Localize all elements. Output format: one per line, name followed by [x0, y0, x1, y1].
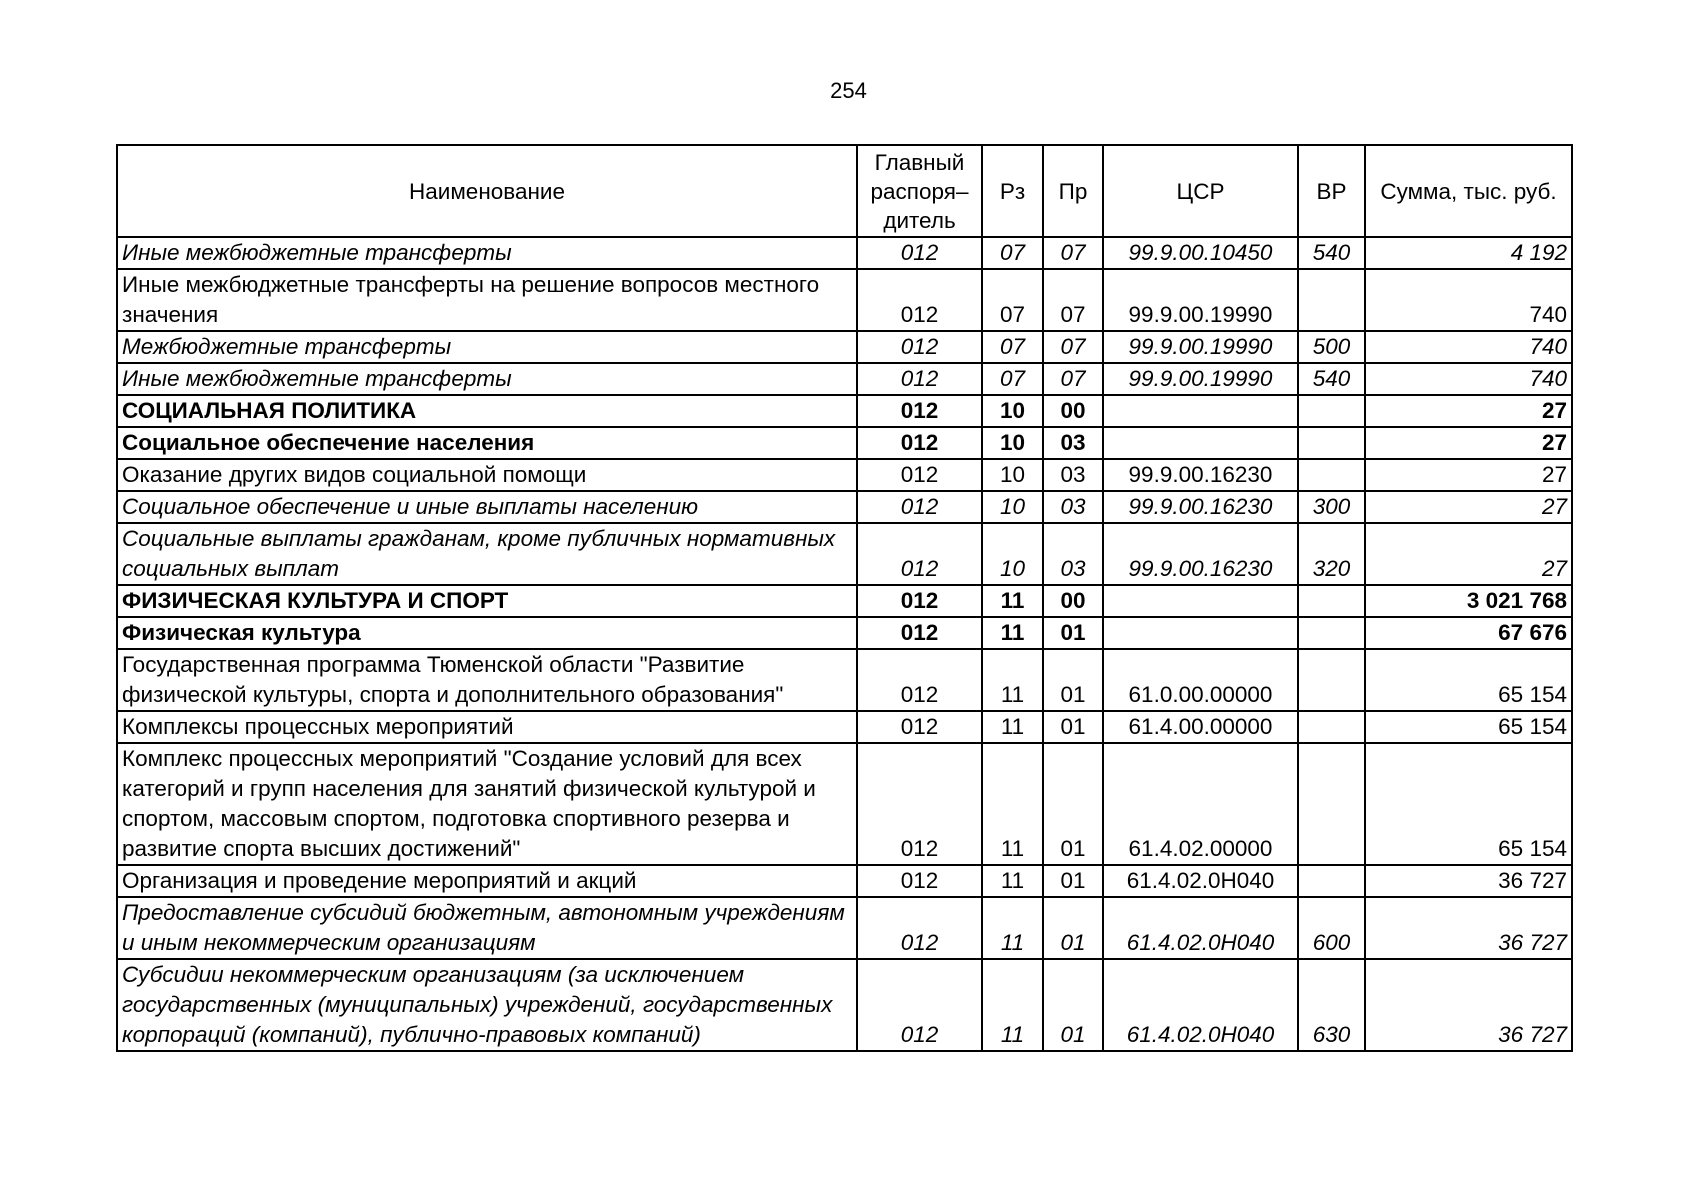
row-name: Иные межбюджетные трансферты [117, 363, 857, 395]
row-name: Организация и проведение мероприятий и акций [117, 865, 857, 897]
header-expense-type: ВР [1298, 145, 1365, 237]
row-target-article: 61.4.02.0Н040 [1103, 959, 1298, 1051]
header-main-administrator: Главный распоря– дитель [857, 145, 982, 237]
table-row [117, 395, 1572, 427]
row-subsection: 03 [1043, 491, 1103, 523]
row-section: 07 [982, 237, 1043, 269]
row-amount: 4 192 [1365, 237, 1572, 269]
row-amount: 27 [1365, 395, 1572, 427]
row-section: 10 [982, 491, 1043, 523]
row-expense-type [1298, 585, 1365, 617]
row-main-administrator: 012 [857, 459, 982, 491]
row-amount: 27 [1365, 427, 1572, 459]
row-expense-type: 320 [1298, 523, 1365, 585]
row-expense-type [1298, 459, 1365, 491]
row-subsection: 07 [1043, 237, 1103, 269]
row-expense-type: 500 [1298, 331, 1365, 363]
row-subsection: 00 [1043, 585, 1103, 617]
row-main-administrator: 012 [857, 711, 982, 743]
row-section: 11 [982, 585, 1043, 617]
row-subsection: 07 [1043, 363, 1103, 395]
row-name: Физическая культура [117, 617, 857, 649]
row-subsection: 03 [1043, 459, 1103, 491]
row-amount: 65 154 [1365, 649, 1572, 711]
row-subsection: 07 [1043, 331, 1103, 363]
row-subsection: 01 [1043, 959, 1103, 1051]
row-target-article: 99.9.00.19990 [1103, 363, 1298, 395]
row-expense-type: 300 [1298, 491, 1365, 523]
row-amount: 36 727 [1365, 865, 1572, 897]
row-name: Межбюджетные трансферты [117, 331, 857, 363]
row-amount: 740 [1365, 269, 1572, 331]
row-target-article: 99.9.00.10450 [1103, 237, 1298, 269]
row-name: Социальные выплаты гражданам, кроме публичных нормативных социальных выплат [117, 523, 857, 585]
row-amount: 27 [1365, 491, 1572, 523]
row-section: 07 [982, 269, 1043, 331]
row-subsection: 03 [1043, 427, 1103, 459]
table-row [117, 491, 1572, 523]
row-subsection: 03 [1043, 523, 1103, 585]
row-target-article [1103, 617, 1298, 649]
row-section: 11 [982, 743, 1043, 865]
row-subsection: 07 [1043, 269, 1103, 331]
row-target-article: 99.9.00.16230 [1103, 491, 1298, 523]
row-name: ФИЗИЧЕСКАЯ КУЛЬТУРА И СПОРТ [117, 585, 857, 617]
table-row [117, 649, 1572, 711]
row-expense-type [1298, 649, 1365, 711]
header-target-article: ЦСР [1103, 145, 1298, 237]
row-amount: 740 [1365, 363, 1572, 395]
row-subsection: 01 [1043, 649, 1103, 711]
row-expense-type [1298, 865, 1365, 897]
row-target-article: 99.9.00.19990 [1103, 331, 1298, 363]
row-name: Иные межбюджетные трансферты на решение вопросов местного значения [117, 269, 857, 331]
row-name: Социальное обеспечение и иные выплаты населению [117, 491, 857, 523]
row-target-article [1103, 427, 1298, 459]
table-body [117, 237, 1572, 1051]
row-section: 11 [982, 897, 1043, 959]
row-expense-type [1298, 427, 1365, 459]
row-target-article: 61.4.02.0Н040 [1103, 897, 1298, 959]
table-header [117, 145, 1572, 237]
row-section: 11 [982, 711, 1043, 743]
row-section: 11 [982, 649, 1043, 711]
row-amount: 65 154 [1365, 743, 1572, 865]
row-name: Социальное обеспечение населения [117, 427, 857, 459]
table-row [117, 427, 1572, 459]
row-target-article: 61.4.02.0Н040 [1103, 865, 1298, 897]
row-amount: 36 727 [1365, 897, 1572, 959]
table-row [117, 237, 1572, 269]
row-subsection: 01 [1043, 743, 1103, 865]
header-name: Наименование [117, 145, 857, 237]
row-name: Комплексы процессных мероприятий [117, 711, 857, 743]
row-main-administrator: 012 [857, 649, 982, 711]
budget-table [116, 144, 1573, 1052]
row-main-administrator: 012 [857, 897, 982, 959]
row-amount: 67 676 [1365, 617, 1572, 649]
table-row [117, 959, 1572, 1051]
row-expense-type [1298, 395, 1365, 427]
row-expense-type: 540 [1298, 363, 1365, 395]
row-name: Субсидии некоммерческим организациям (за исключением государственных (муниципальных) учреждений, государственных корпораций (компаний), публично-правовых компаний) [117, 959, 857, 1051]
row-main-administrator: 012 [857, 363, 982, 395]
table-row [117, 897, 1572, 959]
row-expense-type [1298, 269, 1365, 331]
row-name: Иные межбюджетные трансферты [117, 237, 857, 269]
row-main-administrator: 012 [857, 395, 982, 427]
row-section: 11 [982, 617, 1043, 649]
row-target-article: 61.4.00.00000 [1103, 711, 1298, 743]
row-target-article: 61.4.02.00000 [1103, 743, 1298, 865]
row-amount: 740 [1365, 331, 1572, 363]
row-subsection: 01 [1043, 711, 1103, 743]
row-target-article: 99.9.00.16230 [1103, 523, 1298, 585]
row-name: Государственная программа Тюменской области "Развитие физической культуры, спорта и дополнительного образования" [117, 649, 857, 711]
row-expense-type: 600 [1298, 897, 1365, 959]
row-main-administrator: 012 [857, 491, 982, 523]
row-main-administrator: 012 [857, 523, 982, 585]
row-subsection: 01 [1043, 617, 1103, 649]
table-row [117, 331, 1572, 363]
header-subsection: Пр [1043, 145, 1103, 237]
header-section: Рз [982, 145, 1043, 237]
row-section: 10 [982, 459, 1043, 491]
row-target-article [1103, 585, 1298, 617]
header-amount: Сумма, тыс. руб. [1365, 145, 1572, 237]
row-amount: 36 727 [1365, 959, 1572, 1051]
table-row [117, 523, 1572, 585]
row-section: 10 [982, 395, 1043, 427]
row-main-administrator: 012 [857, 865, 982, 897]
row-name: СОЦИАЛЬНАЯ ПОЛИТИКА [117, 395, 857, 427]
row-amount: 3 021 768 [1365, 585, 1572, 617]
table-row [117, 711, 1572, 743]
table-row [117, 459, 1572, 491]
row-section: 11 [982, 959, 1043, 1051]
table-row [117, 617, 1572, 649]
row-name: Предоставление субсидий бюджетным, автономным учреждениям и иным некоммерческим организациям [117, 897, 857, 959]
row-subsection: 00 [1043, 395, 1103, 427]
row-main-administrator: 012 [857, 743, 982, 865]
row-name: Комплекс процессных мероприятий "Создание условий для всех категорий и групп населения для занятий физической культурой и спортом, массовым спортом, подготовка спортивного резерва и развитие спорта высших достижений" [117, 743, 857, 865]
row-target-article: 99.9.00.19990 [1103, 269, 1298, 331]
row-section: 10 [982, 523, 1043, 585]
row-section: 10 [982, 427, 1043, 459]
table-row [117, 865, 1572, 897]
row-amount: 65 154 [1365, 711, 1572, 743]
table-row [117, 743, 1572, 865]
row-section: 07 [982, 363, 1043, 395]
row-subsection: 01 [1043, 865, 1103, 897]
row-section: 07 [982, 331, 1043, 363]
page-number: 254 [830, 78, 867, 103]
row-name: Оказание других видов социальной помощи [117, 459, 857, 491]
row-target-article: 99.9.00.16230 [1103, 459, 1298, 491]
table-row [117, 269, 1572, 331]
table-row [117, 585, 1572, 617]
table-row [117, 363, 1572, 395]
row-main-administrator: 012 [857, 959, 982, 1051]
row-main-administrator: 012 [857, 237, 982, 269]
row-main-administrator: 012 [857, 617, 982, 649]
row-target-article [1103, 395, 1298, 427]
row-expense-type [1298, 617, 1365, 649]
row-expense-type: 630 [1298, 959, 1365, 1051]
row-main-administrator: 012 [857, 427, 982, 459]
row-expense-type [1298, 743, 1365, 865]
row-main-administrator: 012 [857, 269, 982, 331]
row-subsection: 01 [1043, 897, 1103, 959]
row-main-administrator: 012 [857, 331, 982, 363]
row-target-article: 61.0.00.00000 [1103, 649, 1298, 711]
row-main-administrator: 012 [857, 585, 982, 617]
row-amount: 27 [1365, 459, 1572, 491]
row-expense-type [1298, 711, 1365, 743]
row-section: 11 [982, 865, 1043, 897]
row-expense-type: 540 [1298, 237, 1365, 269]
row-amount: 27 [1365, 523, 1572, 585]
